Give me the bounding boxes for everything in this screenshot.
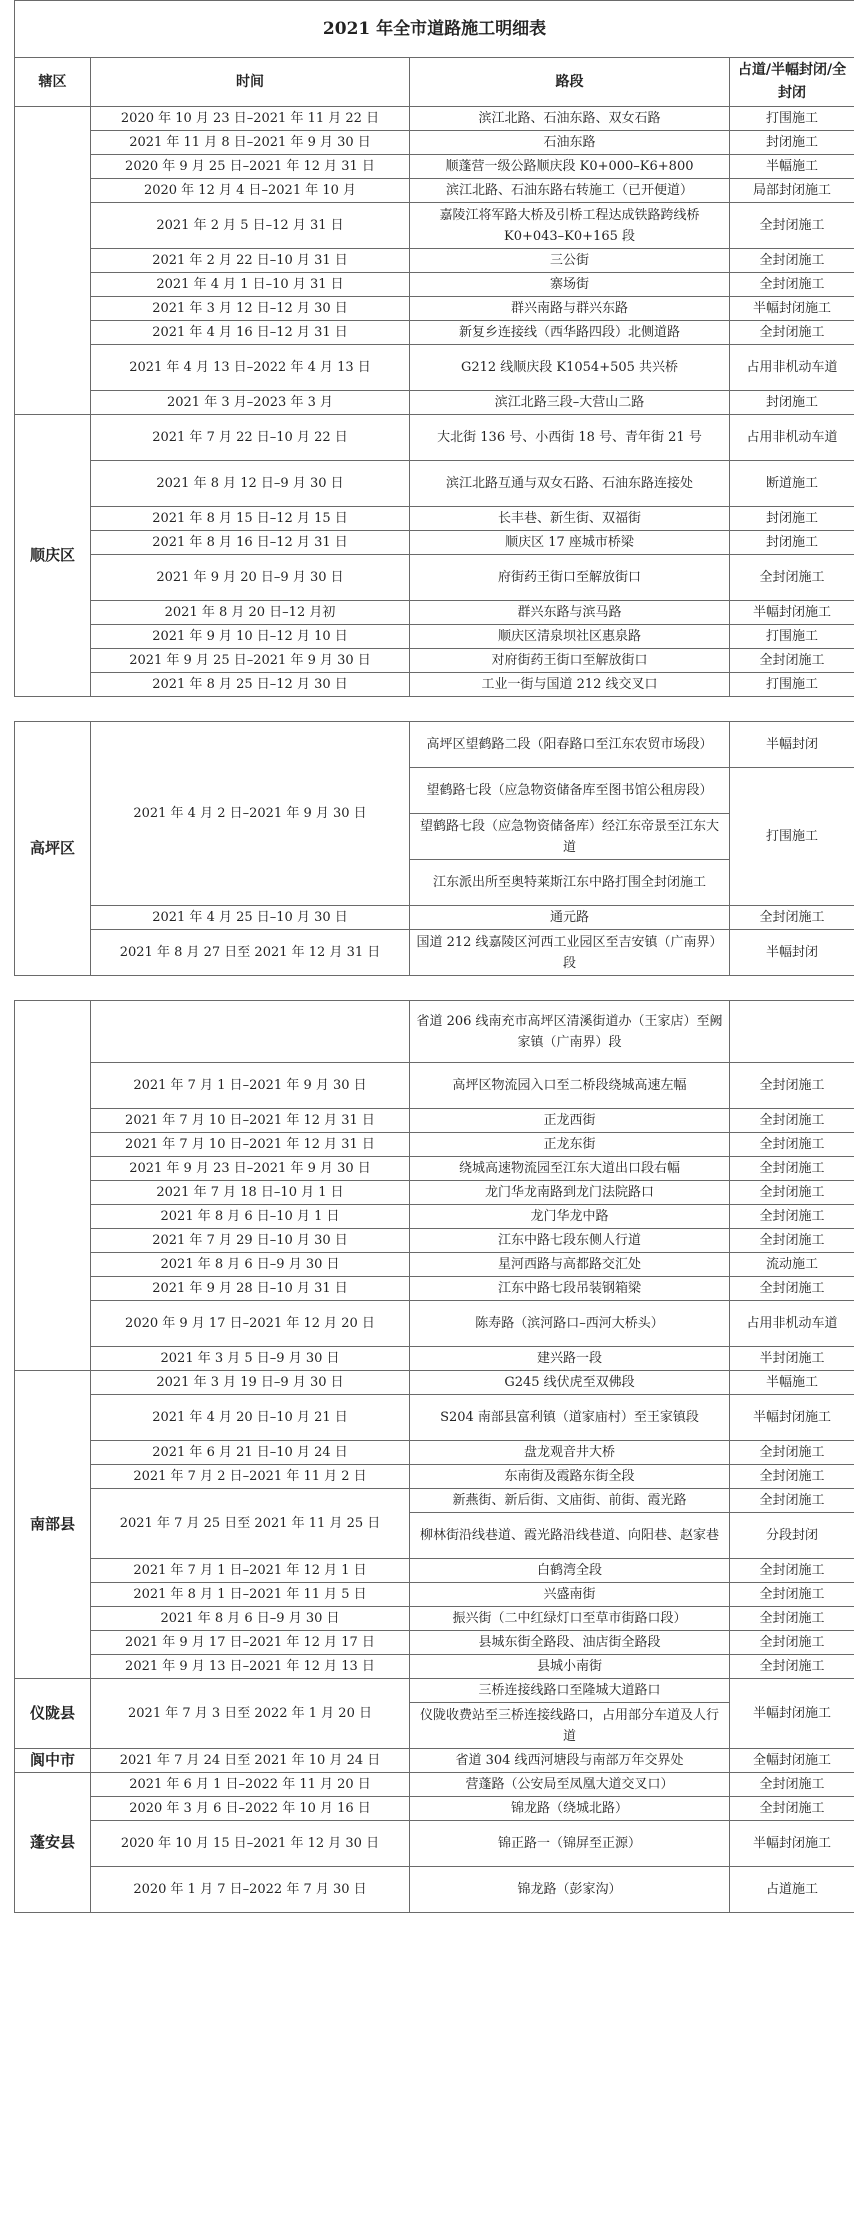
table-row — [15, 1679, 854, 1703]
type-cell: 打围施工 — [730, 107, 854, 131]
type-cell: 半幅封闭施工 — [730, 601, 854, 625]
road-cell: 国道 212 线嘉陵区河西工业园区至吉安镇（广南界）段 — [410, 930, 730, 976]
road-cell: 石油东路 — [410, 131, 730, 155]
table-row — [15, 1821, 854, 1867]
section-gap — [15, 697, 854, 722]
district-cell: 阆中市 — [15, 1749, 91, 1773]
time-cell: 2021 年 9 月 28 日–10 月 31 日 — [91, 1277, 410, 1301]
road-cell: 江东中路七段东侧人行道 — [410, 1229, 730, 1253]
type-cell: 局部封闭施工 — [730, 179, 854, 203]
time-cell: 2021 年 3 月 5 日–9 月 30 日 — [91, 1347, 410, 1371]
type-cell: 半幅施工 — [730, 155, 854, 179]
table-row — [15, 1109, 854, 1133]
road-construction-table — [14, 0, 854, 1913]
time-cell: 2020 年 10 月 15 日–2021 年 12 月 30 日 — [91, 1821, 410, 1867]
road-cell: 龙门华龙中路 — [410, 1205, 730, 1229]
road-cell: 滨江北路、石油东路、双女石路 — [410, 107, 730, 131]
road-cell: 兴盛南街 — [410, 1583, 730, 1607]
type-cell: 全幅封闭施工 — [730, 1749, 854, 1773]
type-cell: 全封闭施工 — [730, 1229, 854, 1253]
table-row — [15, 649, 854, 673]
table-row — [15, 1773, 854, 1797]
road-cell: 营蓬路（公安局至凤凰大道交叉口） — [410, 1773, 730, 1797]
type-cell: 封闭施工 — [730, 531, 854, 555]
type-cell: 半幅施工 — [730, 1371, 854, 1395]
time-cell: 2021 年 7 月 18 日–10 月 1 日 — [91, 1181, 410, 1205]
district-cell: 高坪区 — [15, 722, 91, 976]
table-row — [15, 249, 854, 273]
road-cell: 正龙西街 — [410, 1109, 730, 1133]
type-cell: 全封闭施工 — [730, 321, 854, 345]
road-cell: 顺庆区清泉坝社区惠泉路 — [410, 625, 730, 649]
time-cell: 2021 年 8 月 12 日–9 月 30 日 — [91, 461, 410, 507]
road-cell: G245 线伏虎至双佛段 — [410, 1371, 730, 1395]
road-cell: 新复乡连接线（西华路四段）北侧道路 — [410, 321, 730, 345]
table-row — [15, 1133, 854, 1157]
road-cell: 柳林街沿线巷道、霞光路沿线巷道、向阳巷、赵家巷 — [410, 1513, 730, 1559]
road-cell: 滨江北路互通与双女石路、石油东路连接处 — [410, 461, 730, 507]
road-cell: 仪陇收费站至三桥连接线路口，占用部分车道及人行道 — [410, 1703, 730, 1749]
time-cell: 2021 年 8 月 6 日–9 月 30 日 — [91, 1253, 410, 1277]
time-cell: 2021 年 9 月 10 日–12 月 10 日 — [91, 625, 410, 649]
time-cell: 2020 年 9 月 25 日–2021 年 12 月 31 日 — [91, 155, 410, 179]
table-row — [15, 155, 854, 179]
table-row — [15, 1797, 854, 1821]
type-cell: 全封闭施工 — [730, 555, 854, 601]
table-body — [15, 107, 854, 1913]
type-cell: 全封闭施工 — [730, 906, 854, 930]
table-row — [15, 1181, 854, 1205]
time-cell: 2020 年 1 月 7 日–2022 年 7 月 30 日 — [91, 1867, 410, 1913]
table-row — [15, 345, 854, 391]
road-cell: 白鹤湾全段 — [410, 1559, 730, 1583]
road-cell: 府街药王街口至解放街口 — [410, 555, 730, 601]
type-cell: 全封闭施工 — [730, 1063, 854, 1109]
time-cell: 2021 年 7 月 10 日–2021 年 12 月 31 日 — [91, 1133, 410, 1157]
type-cell: 流动施工 — [730, 1253, 854, 1277]
time-cell: 2021 年 4 月 16 日–12 月 31 日 — [91, 321, 410, 345]
table-row — [15, 1749, 854, 1773]
table-row — [15, 555, 854, 601]
road-cell: 星河西路与高都路交汇处 — [410, 1253, 730, 1277]
type-cell — [730, 1001, 854, 1063]
table-row — [15, 1867, 854, 1913]
table-row — [15, 273, 854, 297]
road-cell: 建兴路一段 — [410, 1347, 730, 1371]
table-row — [15, 507, 854, 531]
type-cell: 占道施工 — [730, 1867, 854, 1913]
type-cell: 半幅封闭 — [730, 722, 854, 768]
table-row — [15, 1063, 854, 1109]
type-cell: 全封闭施工 — [730, 1631, 854, 1655]
table-row — [15, 625, 854, 649]
table-row — [15, 321, 854, 345]
table-row — [15, 1347, 854, 1371]
table-row — [15, 1655, 854, 1679]
type-cell: 全封闭施工 — [730, 1133, 854, 1157]
time-cell: 2021 年 6 月 1 日–2022 年 11 月 20 日 — [91, 1773, 410, 1797]
time-cell: 2021 年 4 月 1 日–10 月 31 日 — [91, 273, 410, 297]
time-cell: 2021 年 7 月 29 日–10 月 30 日 — [91, 1229, 410, 1253]
table-head — [15, 1, 854, 107]
time-cell: 2021 年 9 月 20 日–9 月 30 日 — [91, 555, 410, 601]
time-cell: 2021 年 8 月 1 日–2021 年 11 月 5 日 — [91, 1583, 410, 1607]
table-row — [15, 461, 854, 507]
road-cell: 正龙东街 — [410, 1133, 730, 1157]
table-row — [15, 1395, 854, 1441]
type-cell: 分段封闭 — [730, 1513, 854, 1559]
type-cell: 全封闭施工 — [730, 1607, 854, 1631]
time-cell: 2021 年 7 月 10 日–2021 年 12 月 31 日 — [91, 1109, 410, 1133]
type-cell: 打围施工 — [730, 768, 854, 906]
time-cell: 2021 年 8 月 15 日–12 月 15 日 — [91, 507, 410, 531]
type-cell: 断道施工 — [730, 461, 854, 507]
road-cell: 高坪区物流园入口至二桥段绕城高速左幅 — [410, 1063, 730, 1109]
table-row — [15, 722, 854, 768]
time-cell: 2021 年 4 月 25 日–10 月 30 日 — [91, 906, 410, 930]
road-cell: 顺庆区 17 座城市桥梁 — [410, 531, 730, 555]
road-cell: 绕城高速物流园至江东大道出口段右幅 — [410, 1157, 730, 1181]
type-cell: 占用非机动车道 — [730, 1301, 854, 1347]
type-cell: 全封闭施工 — [730, 273, 854, 297]
type-cell: 半幅封闭 — [730, 930, 854, 976]
road-cell: 三公街 — [410, 249, 730, 273]
district-cell-empty — [15, 1001, 91, 1371]
road-cell: G212 线顺庆段 K1054+505 共兴桥 — [410, 345, 730, 391]
header-road: 路段 — [410, 58, 730, 107]
road-cell: 长丰巷、新生街、双福街 — [410, 507, 730, 531]
type-cell: 打围施工 — [730, 673, 854, 697]
road-cell: 陈寿路（滨河路口–西河大桥头） — [410, 1301, 730, 1347]
road-cell: 江东派出所至奥特莱斯江东中路打围全封闭施工 — [410, 860, 730, 906]
district-cell: 顺庆区 — [15, 415, 91, 697]
road-cell: 对府街药王街口至解放街口 — [410, 649, 730, 673]
type-cell: 封闭施工 — [730, 507, 854, 531]
table-row — [15, 1157, 854, 1181]
road-cell: 振兴街（二中红绿灯口至草市街路口段） — [410, 1607, 730, 1631]
time-cell: 2021 年 7 月 25 日至 2021 年 11 月 25 日 — [91, 1489, 410, 1559]
table-row — [15, 601, 854, 625]
time-cell: 2021 年 7 月 3 日至 2022 年 1 月 20 日 — [91, 1679, 410, 1749]
table-row — [15, 297, 854, 321]
road-cell: 望鹤路七段（应急物资储备库至图书馆公租房段） — [410, 768, 730, 814]
time-cell: 2021 年 7 月 1 日–2021 年 9 月 30 日 — [91, 1063, 410, 1109]
type-cell: 半幅封闭施工 — [730, 1821, 854, 1867]
type-cell: 全封闭施工 — [730, 203, 854, 249]
section-gap — [15, 976, 854, 1001]
road-cell: 盘龙观音井大桥 — [410, 1441, 730, 1465]
table-row — [15, 1489, 854, 1513]
road-cell: 县城小南街 — [410, 1655, 730, 1679]
time-cell: 2021 年 8 月 16 日–12 月 31 日 — [91, 531, 410, 555]
type-cell: 半幅封闭施工 — [730, 1395, 854, 1441]
time-cell: 2021 年 3 月–2023 年 3 月 — [91, 391, 410, 415]
table-row — [15, 1301, 854, 1347]
road-cell: 滨江北路三段–大营山二路 — [410, 391, 730, 415]
type-cell: 全封闭施工 — [730, 1277, 854, 1301]
table-row — [15, 107, 854, 131]
page-title: 2021 年全市道路施工明细表 — [15, 1, 854, 58]
time-cell: 2021 年 8 月 6 日–10 月 1 日 — [91, 1205, 410, 1229]
table-row — [15, 391, 854, 415]
time-cell: 2021 年 4 月 2 日–2021 年 9 月 30 日 — [91, 722, 410, 906]
type-cell: 全封闭施工 — [730, 1181, 854, 1205]
table-row — [15, 1559, 854, 1583]
district-cell: 蓬安县 — [15, 1773, 91, 1913]
table-row — [15, 1277, 854, 1301]
time-cell: 2021 年 2 月 5 日–12 月 31 日 — [91, 203, 410, 249]
road-cell: 通元路 — [410, 906, 730, 930]
type-cell: 半幅封闭施工 — [730, 1679, 854, 1749]
time-cell: 2021 年 7 月 1 日–2021 年 12 月 1 日 — [91, 1559, 410, 1583]
type-cell: 全封闭施工 — [730, 1655, 854, 1679]
type-cell: 全封闭施工 — [730, 1559, 854, 1583]
table-row — [15, 673, 854, 697]
time-cell: 2021 年 8 月 25 日–12 月 30 日 — [91, 673, 410, 697]
header-district: 辖区 — [15, 58, 91, 107]
time-cell: 2021 年 11 月 8 日–2021 年 9 月 30 日 — [91, 131, 410, 155]
road-cell: 寨场街 — [410, 273, 730, 297]
road-cell: 县城东街全路段、油店街全路段 — [410, 1631, 730, 1655]
table-row — [15, 131, 854, 155]
road-cell: 东南街及霞路东街全段 — [410, 1465, 730, 1489]
time-cell: 2021 年 7 月 2 日–2021 年 11 月 2 日 — [91, 1465, 410, 1489]
time-cell: 2021 年 9 月 13 日–2021 年 12 月 13 日 — [91, 1655, 410, 1679]
time-cell: 2021 年 7 月 22 日–10 月 22 日 — [91, 415, 410, 461]
time-cell: 2021 年 7 月 24 日至 2021 年 10 月 24 日 — [91, 1749, 410, 1773]
type-cell: 全封闭施工 — [730, 1205, 854, 1229]
road-cell: 锦龙路（绕城北路） — [410, 1797, 730, 1821]
type-cell: 全封闭施工 — [730, 1773, 854, 1797]
time-cell: 2020 年 10 月 23 日–2021 年 11 月 22 日 — [91, 107, 410, 131]
type-cell: 全封闭施工 — [730, 1157, 854, 1181]
road-cell: 省道 304 线西河塘段与南部万年交界处 — [410, 1749, 730, 1773]
road-cell: 新燕街、新后街、文庙街、前街、霞光路 — [410, 1489, 730, 1513]
table-row — [15, 1371, 854, 1395]
time-cell: 2021 年 2 月 22 日–10 月 31 日 — [91, 249, 410, 273]
time-cell: 2021 年 4 月 13 日–2022 年 4 月 13 日 — [91, 345, 410, 391]
road-cell: 高坪区望鹤路二段（阳春路口至江东农贸市场段） — [410, 722, 730, 768]
district-cell-empty — [15, 107, 91, 415]
time-cell: 2021 年 3 月 19 日–9 月 30 日 — [91, 1371, 410, 1395]
time-cell: 2021 年 9 月 25 日–2021 年 9 月 30 日 — [91, 649, 410, 673]
road-cell: 江东中路七段吊装钢箱梁 — [410, 1277, 730, 1301]
document-sheet — [14, 0, 854, 1913]
type-cell: 全封闭施工 — [730, 1583, 854, 1607]
road-cell: 群兴东路与滨马路 — [410, 601, 730, 625]
table-row — [15, 1607, 854, 1631]
road-cell: 省道 206 线南充市高坪区清溪街道办（王家店）至阙家镇（广南界）段 — [410, 1001, 730, 1063]
table-row — [15, 1441, 854, 1465]
table-row — [15, 1253, 854, 1277]
district-cell: 南部县 — [15, 1371, 91, 1679]
road-cell: 龙门华龙南路到龙门法院路口 — [410, 1181, 730, 1205]
road-cell: 三桥连接线路口至隆城大道路口 — [410, 1679, 730, 1703]
type-cell: 全封闭施工 — [730, 1109, 854, 1133]
table-row — [15, 1583, 854, 1607]
road-cell: 滨江北路、石油东路右转施工（已开便道） — [410, 179, 730, 203]
type-cell: 打围施工 — [730, 625, 854, 649]
type-cell: 全封闭施工 — [730, 249, 854, 273]
table-row — [15, 531, 854, 555]
type-cell: 全封闭施工 — [730, 1489, 854, 1513]
time-cell: 2020 年 9 月 17 日–2021 年 12 月 20 日 — [91, 1301, 410, 1347]
type-cell: 占用非机动车道 — [730, 415, 854, 461]
time-cell: 2021 年 9 月 17 日–2021 年 12 月 17 日 — [91, 1631, 410, 1655]
time-cell: 2021 年 8 月 27 日至 2021 年 12 月 31 日 — [91, 930, 410, 976]
road-cell: 群兴南路与群兴东路 — [410, 297, 730, 321]
time-cell: 2021 年 9 月 23 日–2021 年 9 月 30 日 — [91, 1157, 410, 1181]
table-row — [15, 906, 854, 930]
type-cell: 全封闭施工 — [730, 649, 854, 673]
table-row — [15, 1229, 854, 1253]
type-cell: 全封闭施工 — [730, 1441, 854, 1465]
time-cell — [91, 1001, 410, 1063]
road-cell: S204 南部县富利镇（道家庙村）至王家镇段 — [410, 1395, 730, 1441]
road-cell: 工业一街与国道 212 线交叉口 — [410, 673, 730, 697]
road-cell: 大北街 136 号、小西街 18 号、青年街 21 号 — [410, 415, 730, 461]
time-cell: 2021 年 4 月 20 日–10 月 21 日 — [91, 1395, 410, 1441]
time-cell: 2021 年 3 月 12 日–12 月 30 日 — [91, 297, 410, 321]
table-row — [15, 415, 854, 461]
type-cell: 封闭施工 — [730, 131, 854, 155]
table-row — [15, 1205, 854, 1229]
table-row — [15, 1001, 854, 1063]
road-cell: 嘉陵江将军路大桥及引桥工程达成铁路跨线桥 K0+043–K0+165 段 — [410, 203, 730, 249]
table-row — [15, 1631, 854, 1655]
road-cell: 锦正路一（锦屏至正源） — [410, 1821, 730, 1867]
header-type: 占道/半幅封闭/全封闭 — [730, 58, 854, 107]
time-cell: 2021 年 8 月 6 日–9 月 30 日 — [91, 1607, 410, 1631]
time-cell: 2020 年 3 月 6 日–2022 年 10 月 16 日 — [91, 1797, 410, 1821]
table-row — [15, 203, 854, 249]
time-cell: 2020 年 12 月 4 日–2021 年 10 月 — [91, 179, 410, 203]
type-cell: 全封闭施工 — [730, 1797, 854, 1821]
type-cell: 半封闭施工 — [730, 1347, 854, 1371]
road-cell: 锦龙路（彭家沟） — [410, 1867, 730, 1913]
header-time: 时间 — [91, 58, 410, 107]
table-row — [15, 930, 854, 976]
type-cell: 封闭施工 — [730, 391, 854, 415]
table-row — [15, 1465, 854, 1489]
time-cell: 2021 年 8 月 20 日–12 月初 — [91, 601, 410, 625]
type-cell: 全封闭施工 — [730, 1465, 854, 1489]
district-cell: 仪陇县 — [15, 1679, 91, 1749]
time-cell: 2021 年 6 月 21 日–10 月 24 日 — [91, 1441, 410, 1465]
road-cell: 望鹤路七段（应急物资储备库）经江东帝景至江东大道 — [410, 814, 730, 860]
type-cell: 占用非机动车道 — [730, 345, 854, 391]
type-cell: 半幅封闭施工 — [730, 297, 854, 321]
road-cell: 顺蓬营一级公路顺庆段 K0+000–K6+800 — [410, 155, 730, 179]
table-row — [15, 179, 854, 203]
